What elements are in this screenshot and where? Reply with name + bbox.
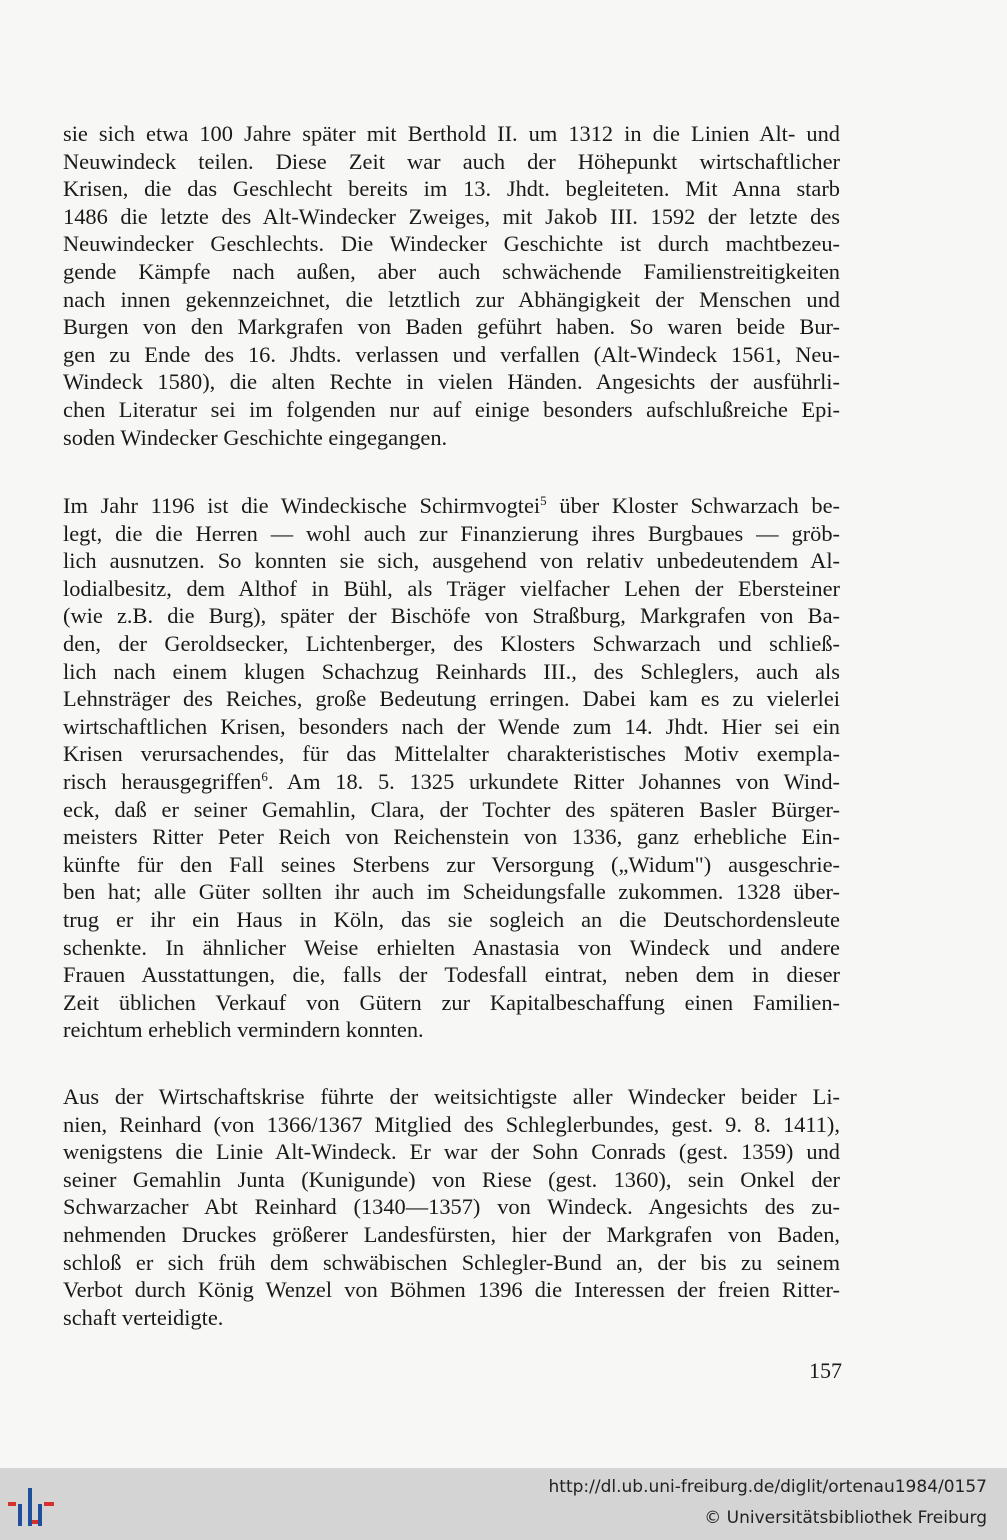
text-line: schloß er sich früh dem schwäbischen Schlegler-Bund an, der bis zu seinem <box>63 1249 840 1275</box>
text-line: nien, Reinhard (von 1366/1367 Mitglied des Schleglerbundes, gest. 9. 8. 1411), <box>63 1111 840 1137</box>
text-line: Krisen verursachendes, für das Mittelalter charakteristisches Motiv exempla- <box>63 741 840 767</box>
page-number: 157 <box>809 1358 842 1383</box>
text-line: gen zu Ende des 16. Jhdts. verlassen und verfallen (Alt-Windeck 1561, Neu- <box>63 341 840 367</box>
text-line: wenigstens die Linie Alt-Windeck. Er war der Sohn Conrads (gest. 1359) und <box>63 1139 840 1165</box>
footnote-marker[interactable]: 6 <box>261 768 268 784</box>
paragraph-1 <box>63 120 840 451</box>
text-line: sie sich etwa 100 Jahre später mit Berthold II. um 1312 in die Linien Alt- und <box>63 121 840 146</box>
footnote-marker[interactable]: 5 <box>540 493 547 508</box>
text-line: gende Kämpfe nach außen, aber auch schwächende Familienstreitigkeiten <box>63 258 840 284</box>
text-line: den, der Geroldsecker, Lichtenberger, des Klosters Schwarzach und schließ- <box>63 630 840 656</box>
footer-bar <box>0 1468 1007 1540</box>
text-line: (wie z.B. die Burg), später der Bischöfe von Straßburg, Markgrafen von Ba- <box>63 603 840 629</box>
paragraph-3 <box>63 1083 840 1331</box>
text-line: Burgen von den Markgrafen von Baden geführt haben. So waren beide Bur- <box>63 314 840 340</box>
ub-freiburg-logo-icon <box>8 1476 64 1534</box>
footer-copyright: © Universitätsbibliothek Freiburg <box>704 1508 987 1528</box>
text-line: eck, daß er seiner Gemahlin, Clara, der Tochter des späteren Basler Bürger- <box>63 796 840 822</box>
text-line: Krisen, die das Geschlecht bereits im 13. Jhdt. begleiteten. Mit Anna starb <box>63 176 840 202</box>
text-line: schaft verteidigte. <box>63 1304 224 1330</box>
text-line: legt, die die Herren — wohl auch zur Finanzierung ihres Burgbaues — gröb- <box>63 520 840 546</box>
text-line: Windeck 1580), die alten Rechte in vielen Händen. Angesichts der ausführli- <box>63 369 840 395</box>
text-line: Zeit üblichen Verkauf von Gütern zur Kapitalbeschaffung einen Familien- <box>63 989 840 1015</box>
text-line: Verbot durch König Wenzel von Böhmen 1396 die Interessen der freien Ritter- <box>63 1277 840 1303</box>
text-line: Im Jahr 1196 ist die Windeckische Schirmvogtei$^5$ über Kloster Schwarzach be- <box>63 493 841 518</box>
text-line: künfte für den Fall seines Sterbens zur Versorgung („Widum") ausgeschrie- <box>63 851 840 877</box>
text-line: chen Literatur sei im folgenden nur auf einige besonders aufschlußreiche Epi- <box>63 396 840 422</box>
text-line: lich nach einem klugen Schachzug Reinhards III., des Schleglers, auch als <box>63 658 840 684</box>
text-line: seiner Gemahlin Junta (Kunigunde) von Riese (gest. 1360), sein Onkel der <box>63 1166 840 1192</box>
text-line: risch herausgegriffen$^6$. Am 18. 5. 1325 urkundete Ritter Johannes von Wind- <box>63 768 840 794</box>
text-line: Aus der Wirtschaftskrise führte der weitsichtigste aller Windecker beider Li- <box>63 1084 840 1109</box>
text-line: reichtum erheblich vermindern konnten. <box>63 1017 424 1043</box>
footer-url-link[interactable]: http://dl.ub.uni-freiburg.de/diglit/ortenau1984/0157 <box>548 1477 987 1497</box>
paragraph-2 <box>63 492 840 1044</box>
text-line: Frauen Ausstattungen, die, falls der Todesfall eintrat, neben dem in dieser <box>63 962 840 988</box>
text-line: lich ausnutzen. So konnten sie sich, ausgehend von relativ unbedeutendem Al- <box>63 548 840 574</box>
text-line: Neuwindecker Geschlechts. Die Windecker Geschichte ist durch machtbezeu- <box>63 231 840 257</box>
text-line: Neuwindeck teilen. Diese Zeit war auch der Höhepunkt wirtschaftlicher <box>63 148 840 174</box>
text-line: 1486 die letzte des Alt-Windecker Zweiges, mit Jakob III. 1592 der letzte des <box>63 203 840 229</box>
text-line: soden Windecker Geschichte eingegangen. <box>63 424 448 450</box>
text-line: nach innen gekennzeichnet, die letztlich zur Abhängigkeit der Menschen und <box>63 286 840 312</box>
text-line: lodialbesitz, dem Althof in Bühl, als Träger vielfacher Lehen der Ebersteiner <box>63 575 840 601</box>
text-line: meisters Ritter Peter Reich von Reichenstein von 1336, ganz erhebliche Ein- <box>63 824 840 850</box>
text-line: nehmenden Druckes größerer Landesfürsten, hier der Markgrafen von Baden, <box>63 1221 840 1247</box>
text-line: ben hat; alle Güter sollten ihr auch im Scheidungsfalle zukommen. 1328 über- <box>63 879 840 905</box>
text-line: schenkte. In ähnlicher Weise erhielten Anastasia von Windeck und andere <box>63 934 840 960</box>
text-line: trug er ihr ein Haus in Köln, das sie sogleich an die Deutschordensleute <box>63 906 840 932</box>
text-line: Lehnsträger des Reiches, große Bedeutung erringen. Dabei kam es zu vielerlei <box>63 686 840 712</box>
text-line: wirtschaftlichen Krisen, besonders nach der Wende zum 14. Jhdt. Hier sei ein <box>63 713 840 739</box>
text-line: Schwarzacher Abt Reinhard (1340—1357) von Windeck. Angesichts des zu- <box>63 1194 840 1220</box>
